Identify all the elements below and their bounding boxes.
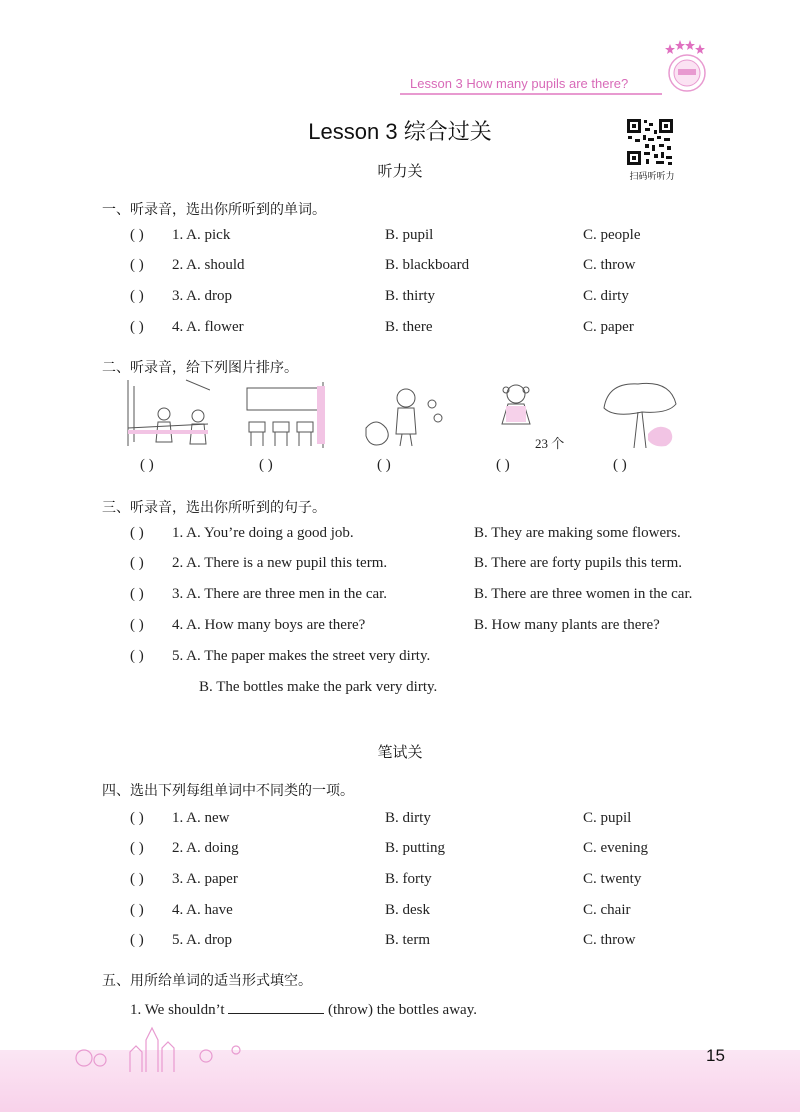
classroom-kids-picture	[126, 378, 210, 452]
listening-section-title: 听力关	[377, 162, 423, 180]
answer-paren[interactable]: ( )	[130, 257, 144, 273]
fill-question-1	[130, 999, 477, 1021]
option-c: C. throw	[583, 932, 636, 948]
answer-paren[interactable]: ( )	[130, 840, 144, 856]
option-b: B. desk	[385, 902, 430, 918]
answer-paren[interactable]: ( )	[130, 902, 144, 918]
section-2-heading: 二、听录音，给下列图片排序。	[102, 360, 298, 376]
option-c: C. throw	[583, 257, 636, 273]
answer-paren[interactable]: ( )	[130, 810, 144, 826]
tree-picture	[598, 378, 682, 452]
answer-paren[interactable]: ( )	[130, 617, 144, 633]
answer-paren[interactable]: ( )	[130, 288, 144, 304]
picture-1-paren[interactable]: ( )	[140, 457, 154, 473]
answer-blank[interactable]	[228, 999, 324, 1014]
star-badge-icon	[662, 38, 712, 96]
option-a: 3. A. drop	[172, 288, 232, 304]
option-b: B. putting	[385, 840, 446, 856]
answer-paren[interactable]: ( )	[130, 525, 144, 541]
question-text: (throw) the bottles away.	[328, 1002, 477, 1018]
sentence-a: 2. A. There is a new pupil this term.	[172, 555, 388, 571]
option-b: B. there	[385, 319, 433, 335]
answer-paren[interactable]: ( )	[130, 586, 144, 602]
header-rule	[400, 93, 662, 95]
option-a: 4. A. have	[172, 902, 233, 918]
option-c: C. people	[583, 227, 641, 243]
option-b: B. blackboard	[385, 257, 470, 273]
section-4-heading: 四、选出下列每组单词中不同类的一项。	[102, 783, 354, 799]
option-c: C. chair	[583, 902, 631, 918]
option-a: 1. A. pick	[172, 227, 231, 243]
option-c: C. twenty	[583, 871, 642, 887]
option-a: 4. A. flower	[172, 319, 244, 335]
picture-2-paren[interactable]: ( )	[259, 457, 273, 473]
answer-paren[interactable]: ( )	[130, 871, 144, 887]
option-c: C. paper	[583, 319, 634, 335]
option-b: B. thirty	[385, 288, 436, 304]
option-c: C. evening	[583, 840, 648, 856]
option-a: 1. A. new	[172, 810, 230, 826]
option-b: B. term	[385, 932, 430, 948]
sentence-b: B. There are three women in the car.	[474, 586, 693, 602]
sentence-b: B. They are making some flowers.	[474, 525, 681, 541]
sentence-b: B. There are forty pupils this term.	[474, 555, 683, 571]
option-b: B. forty	[385, 871, 432, 887]
question-text: 1. We shouldn’t	[130, 1002, 225, 1018]
castle-decoration-icon	[70, 1022, 270, 1074]
sentence-b: B. How many plants are there?	[474, 617, 660, 633]
option-b: B. dirty	[385, 810, 431, 826]
answer-paren[interactable]: ( )	[130, 227, 144, 243]
picture-4-paren[interactable]: ( )	[496, 457, 510, 473]
option-c: C. dirty	[583, 288, 629, 304]
section-3-heading: 三、听录音，选出你所听到的句子。	[102, 500, 326, 516]
sentence-a: 4. A. How many boys are there?	[172, 617, 366, 633]
qr-code-icon[interactable]	[626, 118, 674, 166]
qr-caption: 扫码听听力	[629, 172, 675, 182]
sentence-a: 5. A. The paper makes the street very dirty.	[172, 648, 431, 664]
girl-picture	[486, 378, 570, 432]
sentence-a: 3. A. There are three men in the car.	[172, 586, 388, 602]
classroom-desks-picture	[243, 378, 327, 452]
sentence-a: 1. A. You’re doing a good job.	[172, 525, 354, 541]
option-a: 2. A. doing	[172, 840, 239, 856]
option-a: 2. A. should	[172, 257, 245, 273]
boy-with-flowers-picture	[362, 378, 446, 452]
page-number: 15	[706, 1046, 725, 1065]
option-c: C. pupil	[583, 810, 632, 826]
header-lesson-tag: Lesson 3 How many pupils are there?	[410, 76, 629, 91]
answer-paren[interactable]: ( )	[130, 932, 144, 948]
option-b: B. pupil	[385, 227, 434, 243]
picture-label: 23 个	[535, 436, 565, 451]
option-a: 5. A. drop	[172, 932, 232, 948]
picture-5-paren[interactable]: ( )	[613, 457, 627, 473]
section-1-heading: 一、听录音，选出你所听到的单词。	[102, 202, 326, 218]
answer-paren[interactable]: ( )	[130, 555, 144, 571]
answer-paren[interactable]: ( )	[130, 648, 144, 664]
page-title: Lesson 3 综合过关	[308, 119, 492, 144]
answer-paren[interactable]: ( )	[130, 319, 144, 335]
picture-3-paren[interactable]: ( )	[377, 457, 391, 473]
sentence-b: B. The bottles make the park very dirty.	[199, 679, 438, 695]
option-a: 3. A. paper	[172, 871, 238, 887]
writing-section-title: 笔试关	[377, 743, 423, 761]
section-5-heading: 五、用所给单词的适当形式填空。	[102, 973, 312, 989]
